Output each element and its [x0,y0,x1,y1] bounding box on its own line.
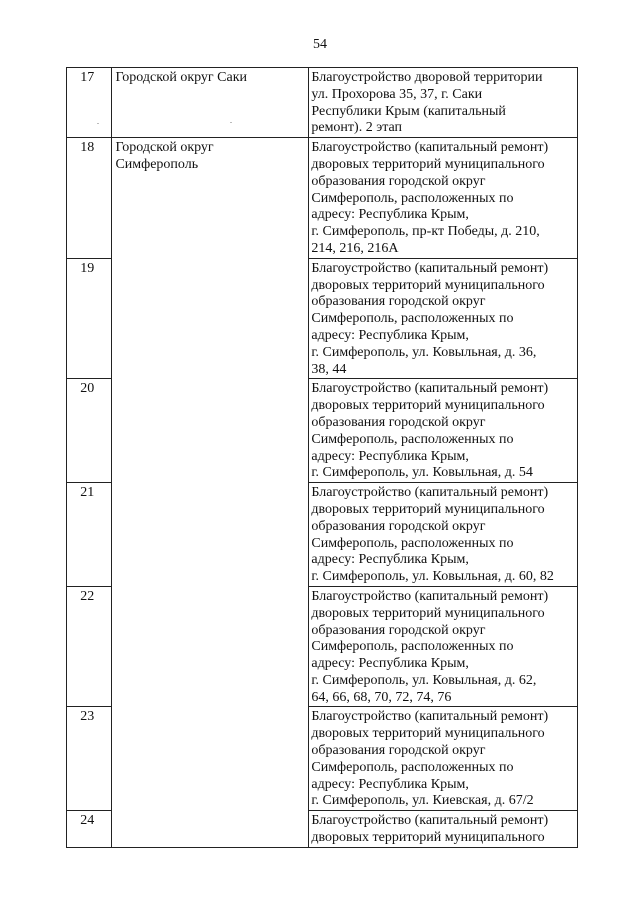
table-body [67,68,578,848]
description-cell [309,811,578,848]
description-cell [309,707,578,811]
page-number: 54 [313,37,327,52]
description-cell [309,379,578,483]
description-line: Симферополь, расположенных по [311,535,514,551]
description-line: 38, 44 [311,361,347,377]
description-cell [309,258,578,379]
description-line: адресу: Республика Крым, [311,656,469,672]
description-line: г. Симферополь, ул. Ковыльная, д. 62, [311,672,537,688]
municipality-line: Городской округ [115,140,214,156]
description-line: дворовых территорий муниципального [311,830,545,846]
description-line: образования городской округ [311,622,486,638]
description-line: ремонт). 2 этап [311,120,403,136]
description-line: образования городской округ [311,414,486,430]
scan-speck [230,122,232,123]
row-number: 22 [67,586,112,707]
description-line: дворовых территорий муниципального [311,156,545,172]
description-line: Благоустройство (капитальный ремонт) [311,260,549,276]
description-line: Благоустройство (капитальный ремонт) [311,588,549,604]
description-cell [309,68,578,138]
description-line: адресу: Республика Крым, [311,552,469,568]
description-line: адресу: Республика Крым, [311,776,469,792]
description-line: Симферополь, расположенных по [311,190,514,206]
row-number: 24 [67,811,112,848]
row-number: 18 [67,138,112,259]
description-line: г. Симферополь, ул. Ковыльная, д. 36, [311,344,537,360]
description-line: образования городской округ [311,294,486,310]
description-line: дворовых территорий муниципального [311,398,545,414]
description-line: ул. Прохорова 35, 37, г. Саки [311,86,483,102]
description-cell [309,483,578,587]
description-line: дворовых территорий муниципального [311,501,545,517]
description-line: 214, 216, 216А [311,240,399,256]
description-line: Симферополь, расположенных по [311,639,514,655]
description-line: дворовых территорий муниципального [311,277,545,293]
description-line: Симферополь, расположенных по [311,311,514,327]
description-line: Симферополь, расположенных по [311,431,514,447]
row-number: 20 [67,379,112,483]
municipality-line: Городской округ Саки [115,70,248,85]
row-number: 23 [67,707,112,811]
scan-speck [97,123,99,124]
table-row [67,138,578,259]
description-line: г. Симферополь, ул. Ковыльная, д. 54 [311,465,533,481]
municipality-cell [112,68,309,138]
description-line: дворовых территорий муниципального [311,726,545,742]
table-row [67,68,578,138]
description-line: адресу: Республика Крым, [311,448,469,464]
description-line: Благоустройство дворовой территории [311,70,543,85]
description-line: г. Симферополь, пр-кт Победы, д. 210, [311,224,540,240]
description-line: Благоустройство (капитальный ремонт) [311,813,549,829]
description-line: образования городской округ [311,173,486,189]
description-line: Благоустройство (капитальный ремонт) [311,709,549,725]
description-cell [309,138,578,259]
row-number: 21 [67,483,112,587]
row-number: 19 [67,258,112,379]
row-number: 17 [67,68,112,138]
description-line: 64, 66, 68, 70, 72, 74, 76 [311,689,452,705]
description-line: адресу: Республика Крым, [311,327,469,343]
municipality-cell [112,138,309,848]
description-line: г. Симферополь, ул. Ковыльная, д. 60, 82 [311,569,554,585]
municipality-line: Симферополь [115,156,199,172]
description-line: адресу: Республика Крым, [311,207,469,223]
description-line: Благоустройство (капитальный ремонт) [311,140,549,156]
program-table [66,67,578,848]
description-line: Симферополь, расположенных по [311,759,514,775]
description-line: г. Симферополь, ул. Киевская, д. 67/2 [311,793,534,809]
description-line: дворовых территорий муниципального [311,605,545,621]
description-line: Республики Крым (капитальный [311,103,506,119]
description-line: образования городской округ [311,743,486,759]
description-line: Благоустройство (капитальный ремонт) [311,381,549,397]
description-line: образования городской округ [311,518,486,534]
description-cell [309,586,578,707]
description-line: Благоустройство (капитальный ремонт) [311,485,549,501]
